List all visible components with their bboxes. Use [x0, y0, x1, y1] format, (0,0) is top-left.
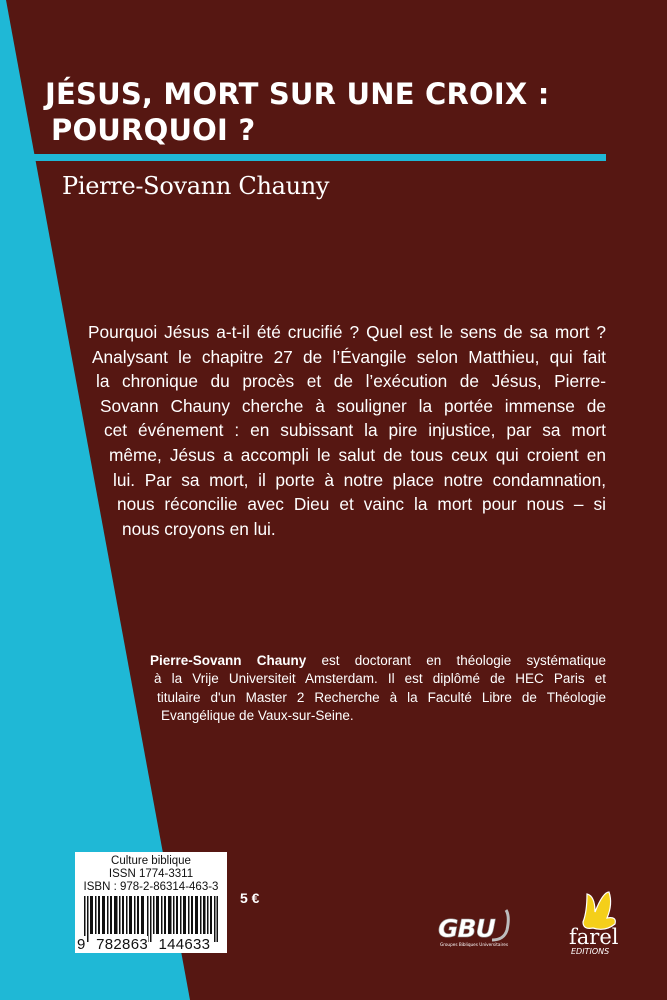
- title-line-1: JÉSUS, MORT SUR UNE CROIX :: [45, 77, 550, 111]
- blurb-line: Analysant le chapitre 27 de l’Évangile selon Matthieu, qui fait: [92, 346, 606, 367]
- isbn-number: ISBN : 978-2-86314-463-3: [83, 881, 219, 893]
- bio-line: titulaire d'un Master 2 Recherche à la Faculté Libre de Théologie: [157, 689, 606, 705]
- svg-text:Groupes Bibliques Universitair: Groupes Bibliques Universitaires: [440, 942, 509, 947]
- blurb-line: même, Jésus a accompli le salut de tous ceux qui croient en: [109, 444, 606, 465]
- svg-text:farel: farel: [569, 925, 619, 949]
- blurb-line: lui. Par sa mort, il porte à notre place notre condamnation,: [113, 469, 606, 490]
- isbn-barcode-label: [75, 852, 227, 953]
- gbu-logo-icon: [436, 908, 518, 948]
- book-title: [45, 76, 550, 148]
- title-line-2: POURQUOI ?: [51, 113, 256, 147]
- author-bio: [0, 652, 667, 725]
- blurb-line: cet événement : en subissant la pire injustice, par sa mort: [104, 420, 606, 441]
- blurb-line: nous réconcilie avec Dieu et vainc la mort pour nous – si: [117, 494, 606, 515]
- svg-text:GBU: GBU: [438, 914, 495, 943]
- bio-line: [150, 652, 606, 670]
- blurb-line: nous croyons en lui.: [122, 518, 276, 539]
- bio-author-name: Pierre-Sovann Chauny: [150, 653, 307, 668]
- title-divider-rule: [0, 154, 606, 161]
- collection-name: Culture biblique: [111, 855, 191, 867]
- bio-line-1-text: est doctorant en théologie systématique: [306, 653, 606, 668]
- barcode-digits: [77, 937, 227, 953]
- svg-text:EDITIONS: EDITIONS: [571, 947, 610, 956]
- blurb-line: la chronique du procès et de l’exécution de Jésus, Pierre-: [96, 371, 606, 392]
- bio-line: à la Vrije Universiteit Amsterdam. Il est diplômé de HEC Paris et: [154, 671, 606, 687]
- price: 5 €: [240, 890, 260, 906]
- farel-editions-logo-icon: [565, 888, 629, 956]
- barcode-digit-prefix: 9: [77, 936, 86, 953]
- blurb-line: Pourquoi Jésus a-t-il été crucifié ? Quel est le sens de sa mort ?: [88, 322, 606, 342]
- blurb-line: Sovann Chauny cherche à souligner la portée immense de: [100, 395, 606, 416]
- author-name: Pierre-Sovann Chauny: [62, 172, 330, 200]
- barcode-digits-right: 144633: [158, 936, 211, 953]
- barcode-digits-left: 782863: [96, 936, 148, 953]
- blurb-paragraph: [0, 320, 667, 541]
- bio-line: Evangélique de Vaux-sur-Seine.: [161, 707, 354, 723]
- issn-number: ISSN 1774-3311: [108, 868, 194, 880]
